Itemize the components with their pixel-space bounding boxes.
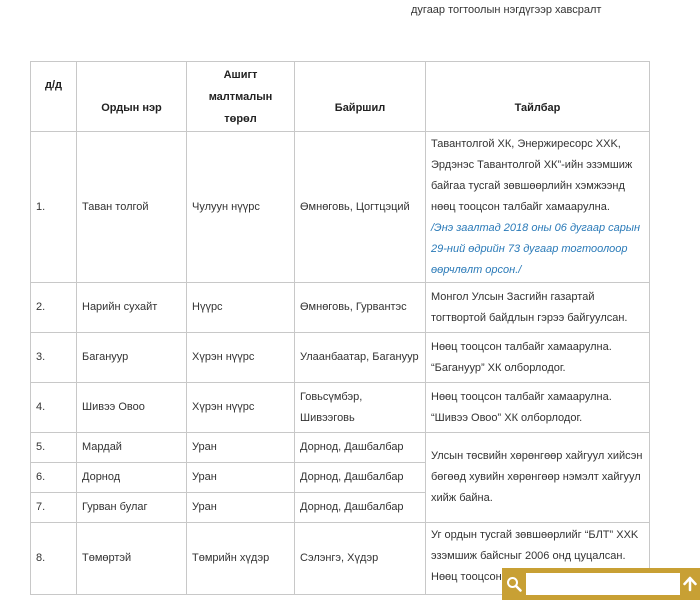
row-note — [426, 132, 650, 283]
row-no: 4. — [31, 383, 77, 433]
header-no: д/д — [31, 62, 77, 132]
row-name: Таван толгой — [77, 132, 187, 283]
row-name: Төмөртэй — [77, 523, 187, 595]
row-name: Шивээ Овоо — [77, 383, 187, 433]
row-no: 5. — [31, 433, 77, 463]
row-name: Нарийн сухайт — [77, 283, 187, 333]
row-type: Нүүрс — [187, 283, 295, 333]
search-input[interactable] — [526, 573, 680, 595]
row-location: Сэлэнгэ, Хүдэр — [295, 523, 426, 595]
row-type: Чулуун нүүрс — [187, 132, 295, 283]
row-type: Хүрэн нүүрс — [187, 333, 295, 383]
row-location: Өмнөговь, Гурвантэс — [295, 283, 426, 333]
row-name: Багануур — [77, 333, 187, 383]
row-type: Хүрэн нүүрс — [187, 383, 295, 433]
header-location: Байршил — [295, 62, 426, 132]
row-note: Уг ордын тусгай зөвшөөрлийг “БЛТ” XXK эзэмшиж байсныг 2006 онд цуцалсан. Нөөц тооцсон — [426, 523, 650, 595]
table-row — [31, 383, 650, 433]
deposits-table — [30, 61, 650, 595]
amendment-note: /Энэ заалтад 2018 оны 06 дугаар сарын 29-ний өдрийн 73 дугаар тогтоолоор өөрчлөлт орсон./ — [431, 221, 640, 276]
row-type: Уран — [187, 493, 295, 523]
table-header-row — [31, 62, 650, 132]
merged-note: Улсын төсвийн хөрөнгөөр хайгуул хийсэн бөгөөд хувийн хөрөнгөөр нэмэлт хайгуул хийж байна. — [426, 433, 650, 523]
row-no: 2. — [31, 283, 77, 333]
row-name: Дорнод — [77, 463, 187, 493]
row-note: Монгол Улсын Засгийн газартай тогтвортой байдлын гэрээ байгуулсан. — [426, 283, 650, 333]
header-type: Ашигт малтмалын төрөл — [187, 62, 295, 132]
row-name: Гурван булаг — [77, 493, 187, 523]
row-location: Говьсүмбэр, Шивээговь — [295, 383, 426, 433]
row-no: 7. — [31, 493, 77, 523]
header-note: Тайлбар — [426, 62, 650, 132]
row-no: 8. — [31, 523, 77, 595]
row-location: Дорнод, Дашбалбар — [295, 433, 426, 463]
row-note-text: Тавантолгой ХК, Энержиресорс XXK, Эрдэнэс Тавантолгой ХК”-ийн эзэмшиж байгаа тусгай зөвшөөрлийн хэмжээнд нөөц тооцсон талбайг хамаарулна. — [431, 137, 633, 213]
arrow-up-icon[interactable] — [680, 568, 700, 600]
row-location: Дорнод, Дашбалбар — [295, 493, 426, 523]
header-name: Ордын нэр — [77, 62, 187, 132]
row-type: Төмрийн хүдэр — [187, 523, 295, 595]
row-location: Улаанбаатар, Багануур — [295, 333, 426, 383]
row-type: Уран — [187, 433, 295, 463]
table-row — [31, 333, 650, 383]
row-note: Нөөц тооцсон талбайг хамаарулна. “Багануур” ХК олборлодог. — [426, 333, 650, 383]
table-row — [31, 132, 650, 283]
search-icon[interactable] — [502, 568, 526, 600]
row-name: Мардай — [77, 433, 187, 463]
row-note: Нөөц тооцсон талбайг хамаарулна. “Шивээ Овоо” ХК олборлодог. — [426, 383, 650, 433]
row-no: 6. — [31, 463, 77, 493]
row-no: 3. — [31, 333, 77, 383]
row-type: Уран — [187, 463, 295, 493]
search-bar — [502, 568, 700, 600]
attachment-note: дугаар тогтоолын нэгдүгээр хавсралт — [411, 4, 602, 16]
row-location: Өмнөговь, Цогтцэций — [295, 132, 426, 283]
row-location: Дорнод, Дашбалбар — [295, 463, 426, 493]
table-row — [31, 433, 650, 463]
row-no: 1. — [31, 132, 77, 283]
table-row — [31, 283, 650, 333]
